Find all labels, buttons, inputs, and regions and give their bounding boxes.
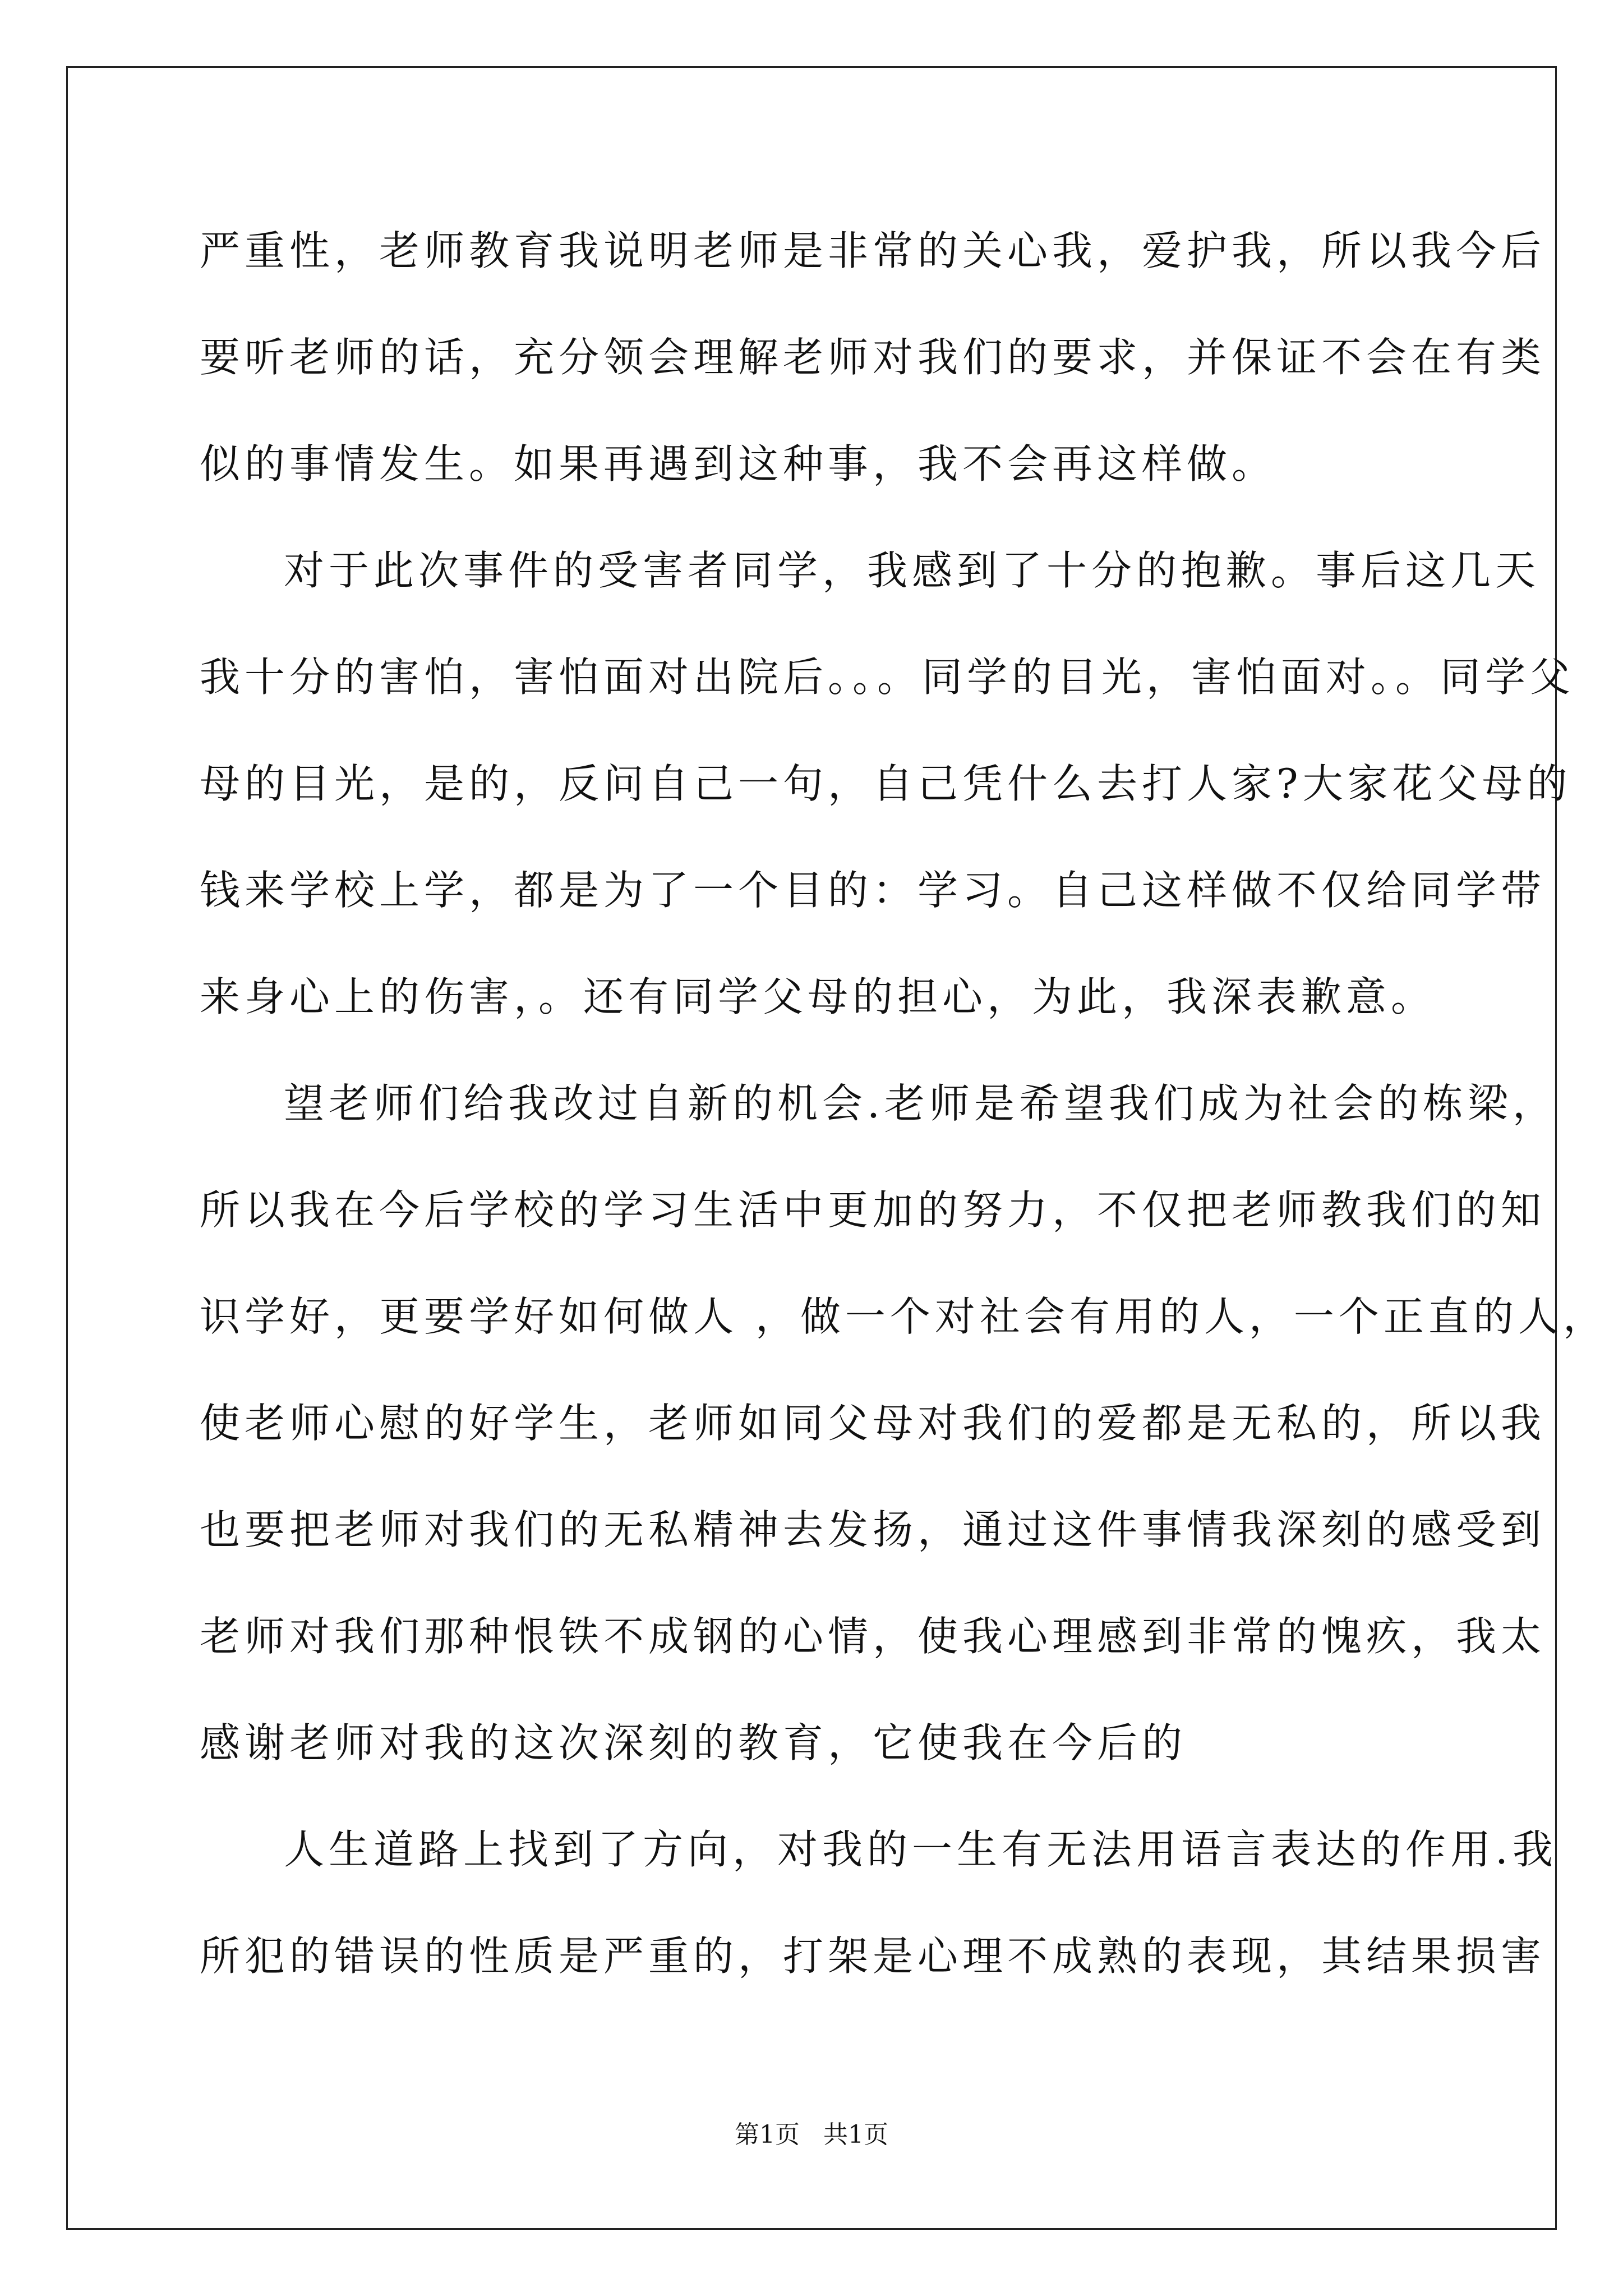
text-line: 感谢老师对我的这次深刻的教育，它使我在今后的	[200, 1719, 1187, 1766]
text-line: 老师对我们那种恨铁不成钢的心情，使我心理感到非常的愧疚，我太	[200, 1613, 1546, 1660]
text-line: 所以我在今后学校的学习生活中更加的努力，不仅把老师教我们的知	[200, 1186, 1546, 1234]
text-line: 要听老师的话，充分领会理解老师对我们的要求，并保证不会在有类	[200, 334, 1546, 381]
text-line: 钱来学校上学，都是为了一个目的：学习。自己这样做不仅给同学带	[200, 867, 1546, 914]
text-line: 所犯的错误的性质是严重的，打架是心理不成熟的表现，其结果损害	[200, 1932, 1546, 1980]
text-line: 我十分的害怕，害怕面对出院后。。。同学的目光，害怕面对。。同学父	[200, 654, 1575, 701]
text-line: 对于此次事件的受害者同学，我感到了十分的抱歉。事后这几天	[284, 547, 1541, 594]
text-line: 母的目光，是的，反问自己一句，自己凭什么去打人家?大家花父母的	[200, 760, 1572, 807]
text-line: 似的事情发生。如果再遇到这种事，我不会再这样做。	[200, 440, 1277, 487]
text-line: 使老师心慰的好学生，老师如同父母对我们的爱都是无私的，所以我	[200, 1400, 1546, 1447]
text-line: 严重性，老师教育我说明老师是非常的关心我，爱护我，所以我今后	[200, 227, 1546, 274]
page-number-footer: 第1页 共1页	[735, 2120, 888, 2149]
text-line: 望老师们给我改过自新的机会.老师是希望我们成为社会的栋梁，	[284, 1080, 1557, 1127]
document-body	[200, 209, 1608, 2021]
text-line: 来身心上的伤害，。还有同学父母的担心，为此，我深表歉意。	[200, 973, 1436, 1020]
text-line: 识学好，更要学好如何做人 ，做一个对社会有用的人，一个正直的人，	[200, 1293, 1608, 1340]
text-line: 也要把老师对我们的无私精神去发扬，通过这件事情我深刻的感受到	[200, 1506, 1546, 1553]
text-line: 人生道路上找到了方向，对我的一生有无法用语言表达的作用.我	[284, 1826, 1557, 1873]
